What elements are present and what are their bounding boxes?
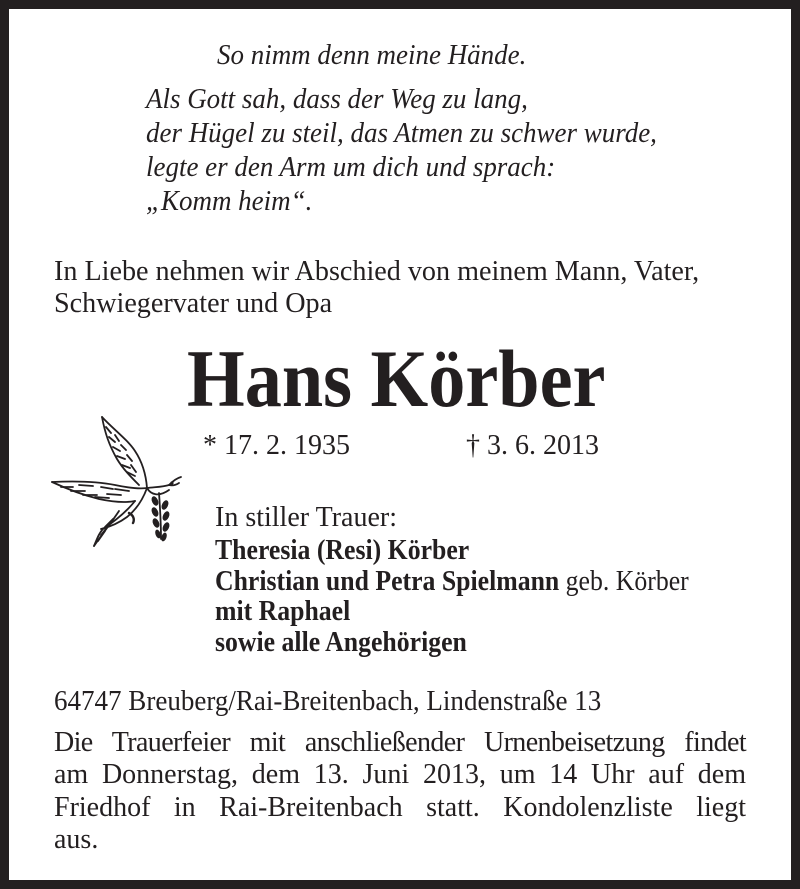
poem-line-2: der Hügel zu steil, das Atmen zu schwer wurde, [146,117,657,149]
ceremony-paragraph [54,727,746,856]
poem-line-3: legte er den Arm um dich und sprach: [146,151,556,183]
intro-line-1: In Liebe nehmen wir Abschied von meinem Mann, Vater, [54,255,700,287]
poem-line-1: Als Gott sah, dass der Weg zu lang, [146,83,528,115]
ceremony-line-1: Die Trauerfeier mit anschließender Urnenbeisetzung findet [54,727,746,758]
poem-line-4: „Komm heim“. [146,185,313,217]
mourner-name: Theresia (Resi) Körber [215,535,470,566]
birth-date: * 17. 2. 1935 [203,430,350,461]
mourner-name: mit Raphael [215,596,351,627]
ceremony-line-3: Friedhof in Rai-Breitenbach statt. Kondolenzliste liegt [54,791,746,823]
mourners-heading: In stiller Trauer: [215,502,397,533]
mourner-note: geb. Körber [559,566,689,597]
motto: So nimm denn meine Hände. [217,39,527,71]
ceremony-line-4: aus. [54,823,99,855]
mourner-line-3 [215,596,350,628]
intro-line-2: Schwiegervater und Opa [54,287,333,319]
mourner-line-1 [215,535,469,567]
mourner-line-4 [215,627,467,659]
mourner-line-2 [215,566,689,598]
mourner-name: sowie alle Angehörigen [215,627,467,658]
obituary-notice [9,9,791,880]
address: 64747 Breuberg/Rai-Breitenbach, Lindenstraße 13 [54,686,602,717]
death-date: † 3. 6. 2013 [466,430,599,461]
mourner-name: Christian und Petra Spielmann [215,566,560,597]
dove-with-olive-branch-icon [43,415,183,550]
ceremony-line-2: am Donnerstag, dem 13. Juni 2013, um 14 Uhr auf dem [54,759,746,791]
deceased-name: Hans Körber [187,333,606,424]
